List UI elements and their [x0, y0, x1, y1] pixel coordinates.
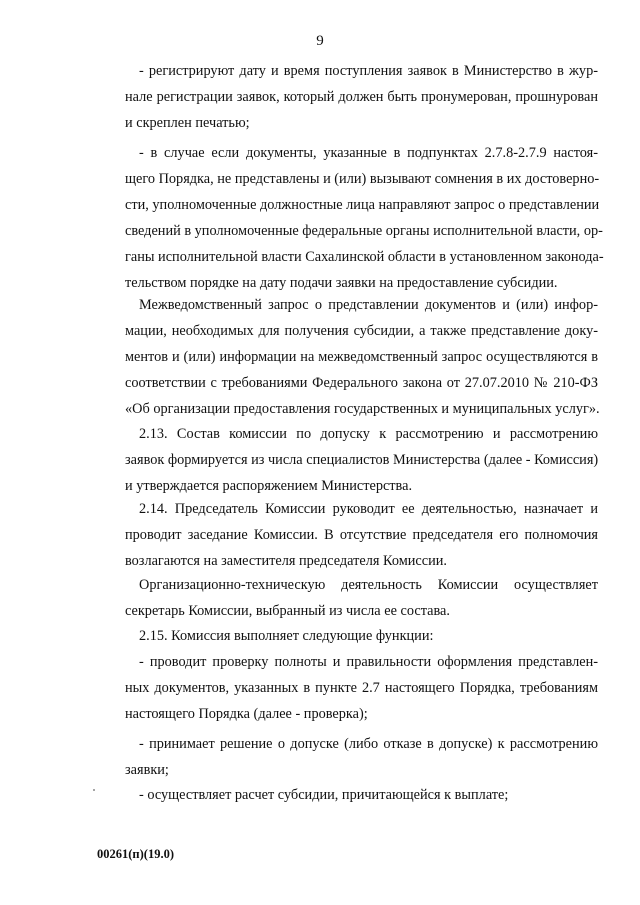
- text-line: - в случае если документы, указанные в подпунктах 2.7.8-2.7.9 настоя-: [139, 145, 598, 161]
- text-line: сти, уполномоченные должностные лица направляют запрос о представлении: [125, 197, 600, 213]
- text-line: 2.13. Состав комиссии по допуску к рассмотрению и рассмотрению: [139, 426, 598, 442]
- text-line: ных документов, указанных в пункте 2.7 настоящего Порядка, требованиям: [125, 680, 598, 696]
- text-line: сведений в уполномоченные федеральные органы исполнительной власти, ор-: [125, 223, 603, 239]
- text-line: щего Порядка, не представлены и (или) вызывают сомнения в их достоверно-: [125, 171, 600, 187]
- text-line: заявки;: [125, 762, 169, 778]
- text-line: нале регистрации заявок, который должен быть пронумерован, прошнурован: [125, 89, 598, 105]
- text-line: ганы исполнительной власти Сахалинской области в установленном законода-: [125, 249, 604, 265]
- text-line: возлагаются на заместителя председателя Комиссии.: [125, 553, 447, 569]
- text-line: и скреплен печатью;: [125, 115, 250, 131]
- text-line: - проводит проверку полноты и правильности оформления представлен-: [139, 654, 598, 670]
- text-line: заявок формируется из числа специалистов Министерства (далее - Комиссия): [125, 452, 599, 468]
- text-line: и утверждается распоряжением Министерства.: [125, 478, 413, 494]
- text-line: Межведомственный запрос о представлении документов и (или) инфор-: [139, 297, 598, 313]
- text-line: мации, необходимых для получения субсидии, а также представление доку-: [125, 323, 598, 339]
- text-line: тельством порядке на дату подачи заявки на предоставление субсидии.: [125, 275, 558, 291]
- text-line: ментов и (или) информации на межведомственный запрос осуществляются в: [125, 349, 598, 365]
- text-line: соответствии с требованиями Федерального закона от 27.07.2010 № 210-ФЗ: [125, 375, 598, 391]
- text-line: проводит заседание Комиссии. В отсутствие председателя его полномочия: [125, 527, 598, 543]
- scan-speck: [93, 789, 95, 791]
- text-line: «Об организации предоставления государственных и муниципальных услуг».: [125, 401, 600, 417]
- text-line: - принимает решение о допуске (либо отказе в допуске) к рассмотрению: [139, 736, 598, 752]
- text-line: секретарь Комиссии, выбранный из числа ее состава.: [125, 603, 450, 619]
- text-line: 2.15. Комиссия выполняет следующие функции:: [139, 628, 434, 644]
- document-code: 00261(п)(19.0): [97, 847, 174, 861]
- text-line: - осуществляет расчет субсидии, причитающейся к выплате;: [139, 787, 509, 803]
- text-line: - регистрируют дату и время поступления заявок в Министерство в жур-: [139, 63, 598, 79]
- text-line: 2.14. Председатель Комиссии руководит ее деятельностью, назначает и: [139, 501, 598, 517]
- text-line: настоящего Порядка (далее - проверка);: [125, 706, 368, 722]
- text-line: Организационно-техническую деятельность Комиссии осуществляет: [139, 577, 598, 593]
- page-number: 9: [316, 33, 324, 49]
